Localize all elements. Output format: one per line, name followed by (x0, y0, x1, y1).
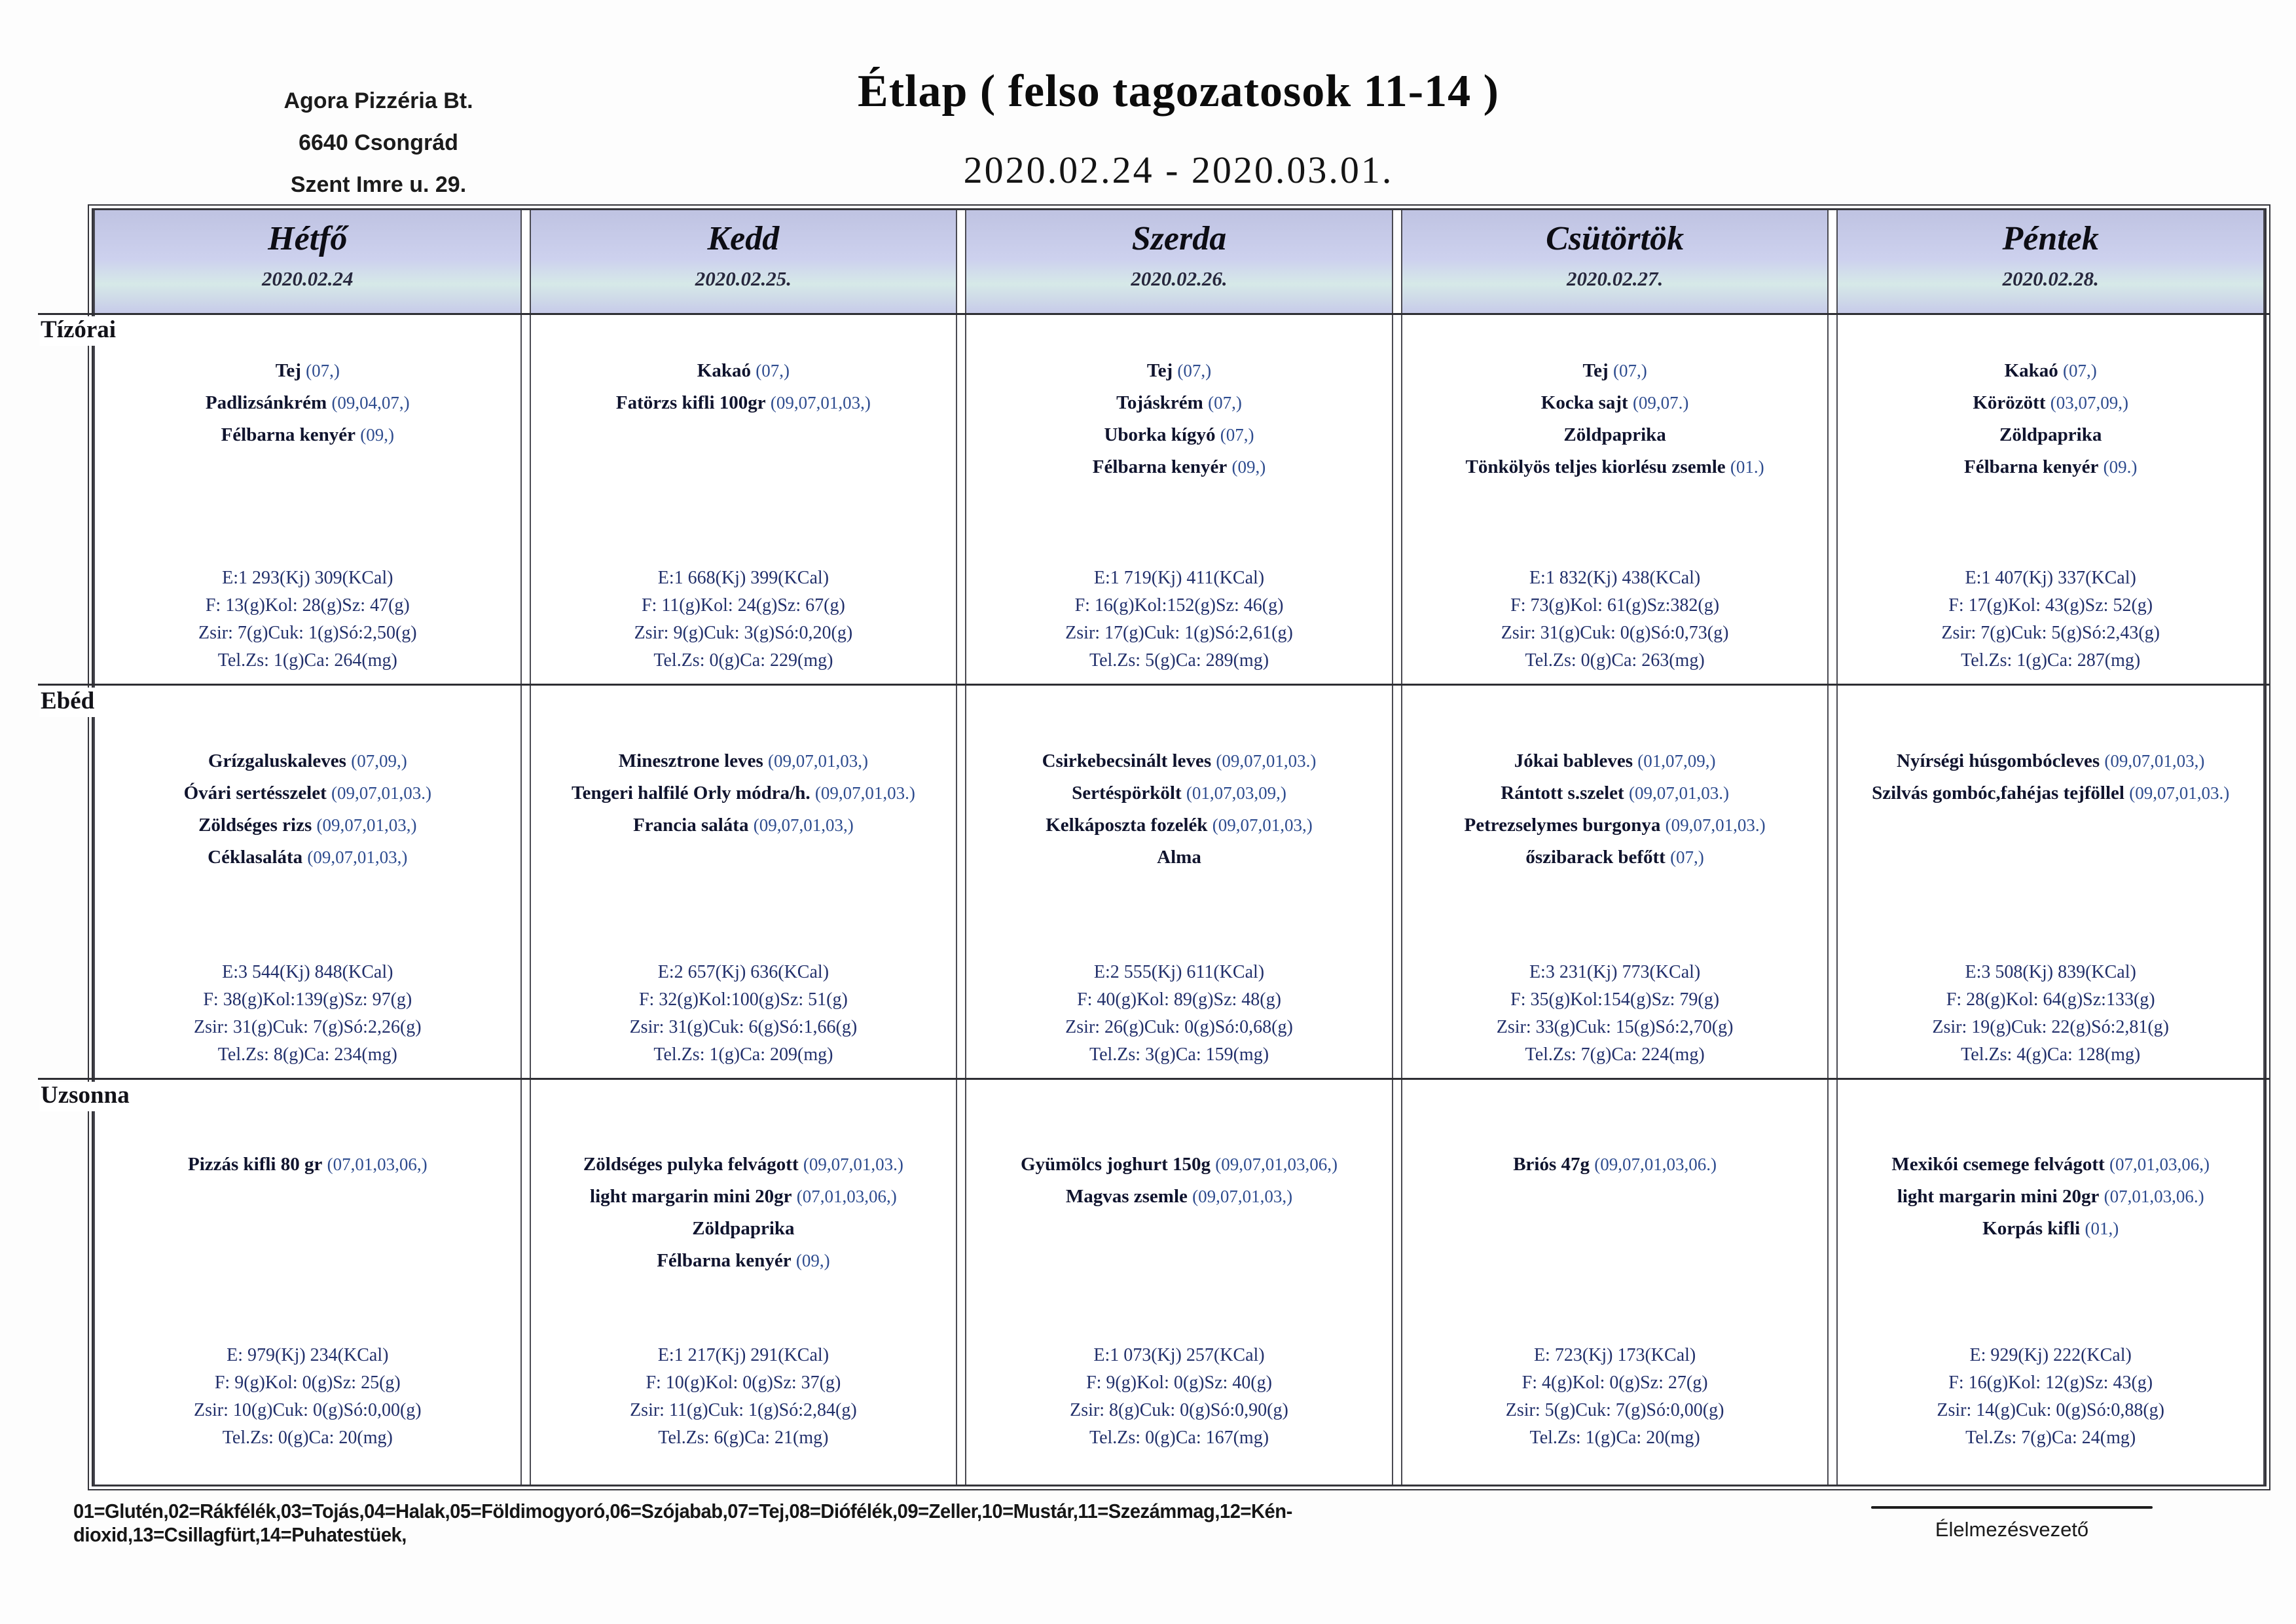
item-name: Gyümölcs joghurt 150g (1021, 1154, 1211, 1175)
item-allergens: (09,04,07,) (331, 393, 410, 413)
day-date: 2020.02.26. (1131, 267, 1228, 290)
nutrition-line: Tel.Zs: 6(g)Ca: 21(mg) (658, 1428, 829, 1448)
item-name: Félbarna kenyér (657, 1250, 792, 1271)
tizorai-cell (531, 314, 957, 685)
menu-item (1843, 1149, 2258, 1181)
nutrition-line: Zsir: 31(g)Cuk: 0(g)Só:0,73(g) (1501, 623, 1729, 643)
tizorai-cell (95, 314, 520, 685)
nutrition-line: F: 28(g)Kol: 64(g)Sz:133(g) (1946, 989, 2155, 1010)
nutrition-line: Zsir: 11(g)Cuk: 1(g)Só:2,84(g) (630, 1400, 857, 1420)
menu-item (536, 355, 951, 387)
item-allergens: (09,07,01,03.) (2129, 783, 2230, 803)
ebed-cell (1402, 685, 1828, 1079)
signature-block (1871, 1506, 2153, 1541)
item-name: Zöldpaprika (1999, 424, 2102, 445)
menu-item (972, 841, 1387, 874)
uzsonna-cell (95, 1079, 520, 1485)
menu-item (972, 777, 1387, 809)
nutrition-line: E: 929(Kj) 222(KCal) (1969, 1345, 2132, 1365)
menu-item (1408, 1149, 1823, 1181)
nutrition-line: Tel.Zs: 1(g)Ca: 209(mg) (653, 1044, 833, 1065)
meal-items (100, 1079, 515, 1181)
item-name: Pizzás kifli 80 gr (187, 1154, 323, 1175)
item-allergens: (09,07,01,03,) (1212, 815, 1313, 835)
day-name: Csütörtök (1546, 220, 1685, 257)
nutrition-line: Tel.Zs: 4(g)Ca: 128(mg) (1961, 1044, 2141, 1065)
item-allergens: (09,07,01,03,06,) (1215, 1154, 1338, 1174)
nutrition-line: E:3 508(Kj) 839(KCal) (1965, 962, 2136, 982)
menu-item (100, 809, 515, 841)
day-header-cell (95, 210, 520, 314)
item-name: Kakaó (697, 360, 751, 381)
meal-items (100, 314, 515, 451)
menu-item (1843, 745, 2258, 777)
menu-item (1408, 419, 1823, 451)
nutrition-line: E:3 231(Kj) 773(KCal) (1529, 962, 1701, 982)
ebed-cell (531, 685, 957, 1079)
menu-item (972, 1149, 1387, 1181)
tizorai-cell (1402, 314, 1828, 685)
day-date: 2020.02.24 (262, 267, 354, 290)
uzsonna-cell (966, 1079, 1392, 1485)
item-allergens: (09,07,01,03,) (316, 815, 417, 835)
item-name: Jókai bableves (1514, 750, 1633, 771)
item-name: Nyírségi húsgombócleves (1897, 750, 2100, 771)
meal-items (1408, 314, 1823, 483)
nutrition-block (100, 959, 515, 1079)
nutrition-line: F: 16(g)Kol:152(g)Sz: 46(g) (1074, 595, 1284, 616)
nutrition-block (972, 564, 1387, 685)
item-allergens: (09,) (1231, 457, 1266, 477)
meal-items (1843, 314, 2258, 483)
item-name: Alma (1157, 847, 1201, 868)
item-name: Briós 47g (1513, 1154, 1590, 1175)
menu-item (536, 777, 951, 809)
day-date: 2020.02.27. (1566, 267, 1664, 290)
item-name: light margarin mini 20gr (1897, 1186, 2100, 1207)
ebed-cell (95, 685, 520, 1079)
menu-item (1408, 355, 1823, 387)
menu-item (536, 1149, 951, 1181)
nutrition-block (972, 1342, 1387, 1485)
item-allergens: (09,07,01,03.) (803, 1154, 903, 1174)
ebed-cell (966, 685, 1392, 1079)
day-name: Hétfő (268, 220, 348, 257)
day-column (1836, 210, 2265, 1485)
nutrition-block (100, 1342, 515, 1485)
menu-item (100, 841, 515, 874)
menu-item (1408, 777, 1823, 809)
tizorai-cell (966, 314, 1392, 685)
item-name: Céklasaláta (208, 847, 303, 868)
menu-item (1843, 387, 2258, 419)
item-allergens: (07,) (1208, 393, 1242, 413)
nutrition-block (1408, 564, 1823, 685)
item-allergens: (09,07,01,03.) (1628, 783, 1729, 803)
item-name: Tej (1582, 360, 1609, 381)
nutrition-line: Zsir: 26(g)Cuk: 0(g)Só:0,68(g) (1065, 1017, 1293, 1037)
document-header (753, 65, 1604, 192)
item-allergens: (07,01,03,06,) (796, 1187, 897, 1206)
uzsonna-cell (1402, 1079, 1828, 1485)
nutrition-line: E:1 407(Kj) 337(KCal) (1965, 568, 2136, 588)
item-name: Szilvás gombóc,fahéjas tejföllel (1872, 783, 2124, 803)
menu-item (972, 809, 1387, 841)
menu-item (972, 355, 1387, 387)
page-title: Étlap ( felso tagozatosok 11-14 ) (858, 66, 1499, 117)
item-name: Rántott s.szelet (1501, 783, 1624, 803)
menu-item (972, 387, 1387, 419)
nutrition-line: E:1 719(Kj) 411(KCal) (1093, 568, 1265, 588)
meal-items (100, 685, 515, 874)
menu-item (1843, 777, 2258, 809)
section-label-uzsonna: Uzsonna (39, 1082, 139, 1111)
item-allergens: (01,) (2085, 1219, 2119, 1238)
item-allergens: (09,07,01,03,) (307, 847, 408, 867)
ebed-cell (1838, 685, 2263, 1079)
day-name: Kedd (707, 220, 780, 257)
nutrition-line: Tel.Zs: 0(g)Ca: 263(mg) (1525, 650, 1705, 671)
tizorai-cell (1838, 314, 2263, 685)
menu-item (100, 355, 515, 387)
menu-item (1843, 1213, 2258, 1245)
item-name: Padlizsánkrém (205, 392, 327, 413)
day-header-cell (1838, 210, 2263, 314)
meal-items (536, 685, 951, 841)
item-allergens: (09,) (360, 425, 394, 445)
day-column (94, 210, 522, 1485)
meal-items (972, 685, 1387, 874)
item-allergens: (07,) (2063, 361, 2097, 380)
nutrition-block (1408, 959, 1823, 1079)
section-label-tizorai: Tízórai (39, 316, 125, 346)
menu-item (1408, 387, 1823, 419)
item-allergens: (09,07,01,03,) (767, 751, 868, 771)
uzsonna-cell (1838, 1079, 2263, 1485)
nutrition-line: Zsir: 7(g)Cuk: 1(g)Só:2,50(g) (198, 623, 417, 643)
item-allergens: (09,07,01,03,) (1192, 1187, 1293, 1206)
nutrition-line: Tel.Zs: 8(g)Ca: 234(mg) (217, 1044, 397, 1065)
item-name: Tej (275, 360, 301, 381)
item-allergens: (09,07,01,03.) (331, 783, 432, 803)
company-city: 6640 Csongrád (299, 130, 458, 155)
item-name: Francia saláta (633, 815, 749, 836)
menu-item (536, 387, 951, 419)
nutrition-line: F: 73(g)Kol: 61(g)Sz:382(g) (1510, 595, 1720, 616)
meal-items (1843, 1079, 2258, 1245)
menu-item (1843, 355, 2258, 387)
nutrition-line: E:1 217(Kj) 291(KCal) (657, 1345, 829, 1365)
nutrition-line: Tel.Zs: 1(g)Ca: 20(mg) (1529, 1428, 1700, 1448)
day-column (965, 210, 1393, 1485)
menu-item (100, 387, 515, 419)
day-header-cell (1402, 210, 1828, 314)
menu-table-columns (94, 210, 2265, 1485)
menu-item (972, 745, 1387, 777)
nutrition-line: F: 10(g)Kol: 0(g)Sz: 37(g) (646, 1373, 841, 1393)
nutrition-line: Zsir: 9(g)Cuk: 3(g)Só:0,20(g) (634, 623, 853, 643)
nutrition-line: Tel.Zs: 1(g)Ca: 264(mg) (217, 650, 397, 671)
item-name: Félbarna kenyér (1963, 456, 2099, 477)
nutrition-block (1843, 564, 2258, 685)
meal-items (1843, 685, 2258, 809)
day-date: 2020.02.25. (695, 267, 792, 290)
item-name: Zöldpaprika (1563, 424, 1666, 445)
item-name: light margarin mini 20gr (590, 1186, 792, 1207)
nutrition-line: E:1 832(Kj) 438(KCal) (1529, 568, 1701, 588)
nutrition-line: F: 40(g)Kol: 89(g)Sz: 48(g) (1077, 989, 1281, 1010)
menu-item (100, 777, 515, 809)
item-allergens: (01.) (1730, 457, 1764, 477)
meal-items (1408, 1079, 1823, 1181)
nutrition-line: F: 38(g)Kol:139(g)Sz: 97(g) (203, 989, 412, 1010)
item-allergens: (07,09,) (351, 751, 407, 771)
item-allergens: (03,07,09,) (2050, 393, 2128, 413)
item-name: Körözött (1973, 392, 2046, 413)
menu-item (100, 419, 515, 451)
nutrition-line: E:1 293(Kj) 309(KCal) (222, 568, 393, 588)
item-allergens: (07,01,03,06,) (327, 1154, 428, 1174)
nutrition-line: Tel.Zs: 0(g)Ca: 229(mg) (653, 650, 833, 671)
menu-item (1408, 451, 1823, 483)
nutrition-line: F: 9(g)Kol: 0(g)Sz: 40(g) (1086, 1373, 1272, 1393)
item-name: Zöldpaprika (692, 1218, 795, 1239)
nutrition-line: Tel.Zs: 0(g)Ca: 167(mg) (1089, 1428, 1269, 1448)
nutrition-line: F: 13(g)Kol: 28(g)Sz: 47(g) (205, 595, 410, 616)
item-allergens: (07,) (306, 361, 340, 380)
item-allergens: (01,07,09,) (1637, 751, 1716, 771)
nutrition-block (536, 959, 951, 1079)
item-allergens: (09,07.) (1632, 393, 1689, 413)
meal-items (972, 1079, 1387, 1213)
menu-item (1408, 841, 1823, 874)
item-name: Tengeri halfilé Orly módra/h. (571, 783, 811, 803)
company-name: Agora Pizzéria Bt. (283, 88, 473, 113)
nutrition-line: Zsir: 19(g)Cuk: 22(g)Só:2,81(g) (1932, 1017, 2169, 1037)
item-allergens: (09,07,01,03.) (814, 783, 915, 803)
item-name: Csirkebecsinált leves (1042, 750, 1212, 771)
menu-item (1408, 745, 1823, 777)
menu-item (972, 419, 1387, 451)
nutrition-line: Zsir: 8(g)Cuk: 0(g)Só:0,90(g) (1070, 1400, 1288, 1420)
nutrition-line: F: 9(g)Kol: 0(g)Sz: 25(g) (214, 1373, 401, 1393)
item-name: Tönkölyös teljes kiorlésu zsemle (1465, 456, 1726, 477)
nutrition-line: F: 11(g)Kol: 24(g)Sz: 67(g) (641, 595, 845, 616)
nutrition-line: Tel.Zs: 0(g)Ca: 20(mg) (222, 1428, 393, 1448)
nutrition-block (100, 564, 515, 685)
item-allergens: (09,07,01,03.) (1216, 751, 1317, 771)
section-divider-ebed (38, 684, 2269, 686)
nutrition-line: F: 35(g)Kol:154(g)Sz: 79(g) (1510, 989, 1720, 1010)
menu-item (536, 1181, 951, 1213)
nutrition-line: E:1 668(Kj) 399(KCal) (657, 568, 829, 588)
item-name: Félbarna kenyér (221, 424, 355, 445)
item-name: Petrezselymes burgonya (1464, 815, 1661, 836)
nutrition-line: Zsir: 5(g)Cuk: 7(g)Só:0,00(g) (1505, 1400, 1724, 1420)
item-name: Zöldséges pulyka felvágott (583, 1154, 799, 1175)
nutrition-line: E: 979(Kj) 234(KCal) (227, 1345, 389, 1365)
meal-items (1408, 685, 1823, 874)
nutrition-line: E: 723(Kj) 173(KCal) (1533, 1345, 1696, 1365)
item-allergens: (07,01,03,06.) (2104, 1187, 2204, 1206)
menu-table (92, 208, 2267, 1486)
item-allergens: (09,) (795, 1251, 830, 1270)
item-name: Sertéspörkölt (1072, 783, 1182, 803)
nutrition-block (1843, 1342, 2258, 1485)
item-name: Zöldséges rizs (198, 815, 312, 836)
date-range: 2020.02.24 - 2020.03.01. (963, 149, 1394, 191)
meal-items (972, 314, 1387, 483)
nutrition-line: E:3 544(Kj) 848(KCal) (222, 962, 393, 982)
item-name: Korpás kifli (1982, 1218, 2081, 1239)
nutrition-block (1843, 959, 2258, 1079)
menu-item (536, 1245, 951, 1277)
item-allergens: (07,) (1670, 847, 1704, 867)
menu-item (972, 1181, 1387, 1213)
nutrition-line: F: 17(g)Kol: 43(g)Sz: 52(g) (1948, 595, 2153, 616)
item-allergens: (07,01,03,06,) (2109, 1154, 2210, 1174)
day-date: 2020.02.28. (2002, 267, 2099, 290)
item-allergens: (07,) (1177, 361, 1212, 380)
nutrition-line: Tel.Zs: 5(g)Ca: 289(mg) (1089, 650, 1269, 671)
item-allergens: (07,) (1220, 425, 1254, 445)
nutrition-line: F: 16(g)Kol: 12(g)Sz: 43(g) (1948, 1373, 2153, 1393)
item-name: Kakaó (2004, 360, 2058, 381)
item-name: Óvári sertésszelet (183, 783, 327, 803)
nutrition-block (1408, 1342, 1823, 1485)
nutrition-line: Zsir: 14(g)Cuk: 0(g)Só:0,88(g) (1937, 1400, 2164, 1420)
nutrition-line: Tel.Zs: 7(g)Ca: 24(mg) (1965, 1428, 2136, 1448)
item-name: Grízgaluskaleves (208, 750, 346, 771)
nutrition-line: Zsir: 31(g)Cuk: 7(g)Só:2,26(g) (193, 1017, 422, 1037)
menu-item (100, 745, 515, 777)
allergen-legend: 01=Glutén,02=Rákfélék,03=Tojás,04=Halak,05=Földimogyoró,06=Szójabab,07=Tej,08=Diófélék,09=Zeller,10=Mustár,11=Szezámmag,12=Kén-dioxid,13=Csillagfürt,14=Puhatestüek, (73, 1500, 1292, 1546)
nutrition-block (972, 959, 1387, 1079)
day-column (530, 210, 958, 1485)
nutrition-line: Tel.Zs: 1(g)Ca: 287(mg) (1961, 650, 2141, 671)
item-allergens: (01,07,03,09,) (1186, 783, 1286, 803)
day-header-cell (966, 210, 1392, 314)
meal-items (536, 314, 951, 419)
menu-item (536, 1213, 951, 1245)
item-name: Fatörzs kifli 100gr (615, 392, 766, 413)
section-label-ebed: Ebéd (39, 688, 103, 717)
item-allergens: (09,07,01,03,) (2104, 751, 2205, 771)
menu-item (1843, 1181, 2258, 1213)
nutrition-block (536, 1342, 951, 1485)
nutrition-line: Zsir: 17(g)Cuk: 1(g)Só:2,61(g) (1065, 623, 1293, 643)
item-name: Tojáskrém (1116, 392, 1203, 413)
item-name: Magvas zsemle (1065, 1186, 1188, 1207)
day-name: Péntek (2002, 220, 2099, 257)
item-allergens: (09,07,01,03,) (753, 815, 854, 835)
company-info (267, 80, 490, 206)
meal-items (536, 1079, 951, 1277)
section-divider-uzsonna (38, 1078, 2269, 1080)
signature-title: Élelmezésvezető (1935, 1518, 2089, 1541)
menu-item (972, 451, 1387, 483)
item-name: Mexikói csemege felvágott (1891, 1154, 2105, 1175)
item-name: Félbarna kenyér (1092, 456, 1228, 477)
menu-item (100, 1149, 515, 1181)
nutrition-line: Tel.Zs: 7(g)Ca: 224(mg) (1525, 1044, 1705, 1065)
nutrition-block (536, 564, 951, 685)
day-column (1401, 210, 1829, 1485)
day-name: Szerda (1131, 220, 1227, 257)
nutrition-line: E:1 073(Kj) 257(KCal) (1093, 1345, 1265, 1365)
uzsonna-cell (531, 1079, 957, 1485)
signature-line (1871, 1506, 2153, 1509)
item-allergens: (09,07,01,03,06.) (1594, 1154, 1717, 1174)
nutrition-line: Zsir: 33(g)Cuk: 15(g)Só:2,70(g) (1496, 1017, 1734, 1037)
menu-item (1843, 451, 2258, 483)
day-header-cell (531, 210, 957, 314)
nutrition-line: F: 32(g)Kol:100(g)Sz: 51(g) (638, 989, 848, 1010)
item-name: Minesztrone leves (618, 750, 763, 771)
section-divider-tizorai (38, 313, 2269, 315)
nutrition-line: Zsir: 7(g)Cuk: 5(g)Só:2,43(g) (1941, 623, 2160, 643)
item-allergens: (07,) (1613, 361, 1647, 380)
menu-item (536, 809, 951, 841)
item-allergens: (09,07,01,03.) (1665, 815, 1766, 835)
nutrition-line: E:2 555(Kj) 611(KCal) (1093, 962, 1265, 982)
nutrition-line: Tel.Zs: 3(g)Ca: 159(mg) (1089, 1044, 1269, 1065)
menu-item (536, 745, 951, 777)
item-allergens: (09,07,01,03,) (770, 393, 871, 413)
item-name: Kocka sajt (1540, 392, 1628, 413)
item-allergens: (09.) (2103, 457, 2138, 477)
nutrition-line: F: 4(g)Kol: 0(g)Sz: 27(g) (1522, 1373, 1708, 1393)
nutrition-line: Zsir: 10(g)Cuk: 0(g)Só:0,00(g) (193, 1400, 422, 1420)
nutrition-line: E:2 657(Kj) 636(KCal) (657, 962, 829, 982)
item-name: őszibarack befőtt (1525, 847, 1666, 868)
menu-item (1843, 419, 2258, 451)
nutrition-line: Zsir: 31(g)Cuk: 6(g)Só:1,66(g) (629, 1017, 858, 1037)
item-allergens: (07,) (756, 361, 790, 380)
item-name: Kelkáposzta fozelék (1046, 815, 1208, 836)
company-street: Szent Imre u. 29. (290, 172, 467, 197)
item-name: Uborka kígyó (1104, 424, 1216, 445)
item-name: Tej (1146, 360, 1173, 381)
menu-item (1408, 809, 1823, 841)
